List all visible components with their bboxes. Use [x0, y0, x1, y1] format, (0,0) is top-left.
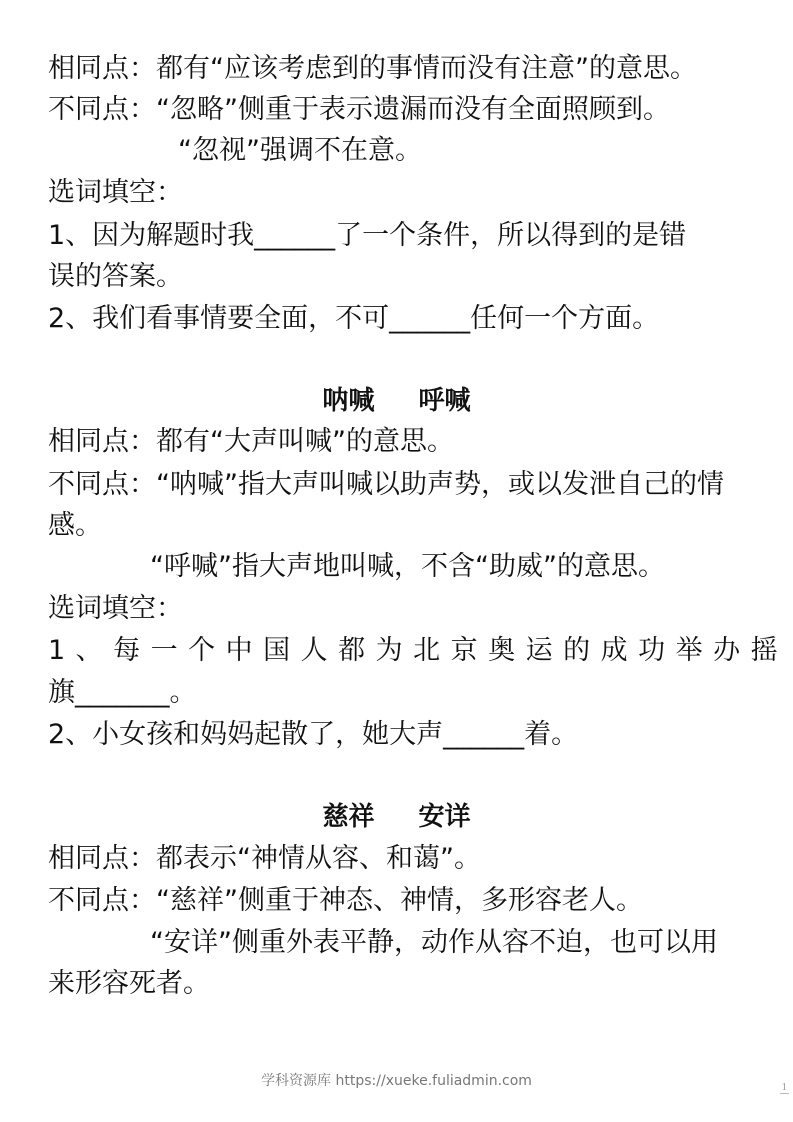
section3-same: 相同点：都表示“神情从容、和蔼”。	[48, 843, 481, 874]
section3-diff-a: 不同点：“慈祥”侧重于神态、神情，多形容老人。	[48, 885, 643, 916]
section1-diff-b: “忽视”强调不在意。	[178, 135, 422, 166]
section1-q1-line1: 1、因为解题时我______了一个条件，所以得到的是错	[48, 220, 687, 251]
section2-diff-a-line2: 感。	[48, 510, 102, 541]
section3-title-word1: 慈祥	[322, 802, 375, 832]
section2-q1-line2: 旗_______。	[48, 677, 197, 708]
section3-diff-b-line1: “安详”侧重外表平静，动作从容不迫，也可以用	[150, 927, 718, 958]
section1-same: 相同点：都有“应该考虑到的事情而没有注意”的意思。	[48, 53, 697, 84]
section2-title-word1: 呐喊	[322, 386, 375, 416]
section3-title-word2: 安详	[418, 802, 471, 832]
section1-diff-a: 不同点：“忽略”侧重于表示遗漏而没有全面照顾到。	[48, 94, 670, 125]
footer-watermark: 学科资源库 https://xueke.fuliadmin.com	[261, 1073, 532, 1089]
section1-q2: 2、我们看事情要全面，不可______任何一个方面。	[48, 303, 660, 334]
section2-q2: 2、小女孩和妈妈起散了，她大声______着。	[48, 719, 579, 750]
section3-title	[0, 799, 793, 835]
section2-diff-b: “呼喊”指大声地叫喊，不含“助威”的意思。	[150, 551, 665, 582]
section3-diff-b-line2: 来形容死者。	[48, 968, 210, 999]
section2-same: 相同点：都有“大声叫喊”的意思。	[48, 426, 454, 457]
section2-q1-line1: 1、每一个中国人都为北京奥运的成功举办摇	[48, 635, 789, 666]
section1-exercise-label: 选词填空：	[48, 177, 183, 208]
section2-diff-a-line1: 不同点：“呐喊”指大声叫喊以助声势，或以发泄自己的情	[48, 469, 724, 500]
section2-exercise-label: 选词填空：	[48, 593, 183, 624]
section2-title	[0, 383, 793, 419]
section2-title-word2: 呼喊	[418, 386, 471, 416]
page-number: 1	[781, 1081, 787, 1093]
section1-q1-line2: 误的答案。	[48, 261, 183, 292]
